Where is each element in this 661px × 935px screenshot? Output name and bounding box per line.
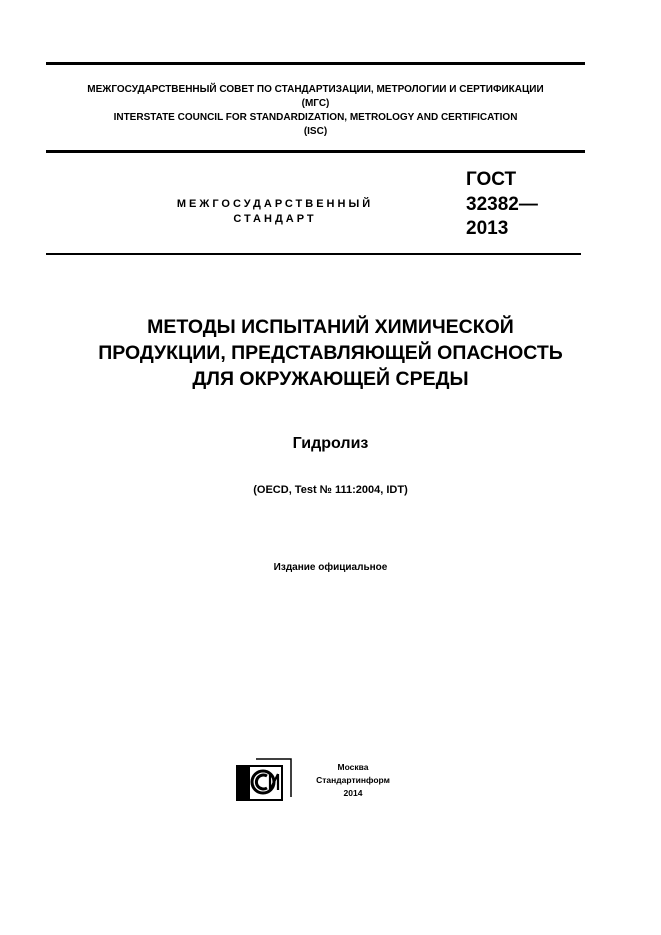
council-name-ru: МЕЖГОСУДАРСТВЕННЫЙ СОВЕТ ПО СТАНДАРТИЗАЦИИ, МЕТРОЛОГИИ И СЕРТИФИКАЦИИ — [87, 84, 544, 95]
document-title — [30, 314, 631, 392]
standartinform-logo-icon — [236, 757, 292, 801]
edition-label: Издание официальное — [273, 562, 388, 573]
publisher-city: Москва — [337, 762, 369, 772]
council-abbr-en: (ISC) — [303, 126, 328, 137]
publisher-name: Стандартинформ — [316, 775, 390, 785]
title-line-1: МЕТОДЫ ИСПЫТАНИЙ ХИМИЧЕСКОЙ — [147, 316, 514, 338]
bottom-rule — [46, 253, 581, 255]
title-line-3: ДЛЯ ОКРУЖАЮЩЕЙ СРЕДЫ — [192, 368, 469, 390]
gost-number: 32382— — [466, 194, 538, 215]
top-rule — [46, 62, 585, 65]
standard-kind-line1: МЕЖГОСУДАРСТВЕННЫЙ — [176, 198, 374, 210]
document-subtitle: Гидролиз — [292, 435, 369, 452]
publisher-year: 2014 — [343, 788, 363, 798]
oecd-reference: (OECD, Test № 111:2004, IDT) — [253, 484, 408, 496]
gost-prefix: ГОСТ — [466, 169, 517, 190]
standard-kind-line2: СТАНДАРТ — [233, 213, 317, 225]
council-abbr-ru: (МГС) — [301, 98, 330, 109]
council-name-en: INTERSTATE COUNCIL FOR STANDARDIZATION, METROLOGY AND CERTIFICATION — [113, 112, 518, 123]
title-line-2: ПРОДУКЦИИ, ПРЕДСТАВЛЯЮЩЕЙ ОПАСНОСТЬ — [98, 342, 563, 364]
middle-rule — [46, 150, 585, 153]
gost-year: 2013 — [466, 218, 509, 239]
